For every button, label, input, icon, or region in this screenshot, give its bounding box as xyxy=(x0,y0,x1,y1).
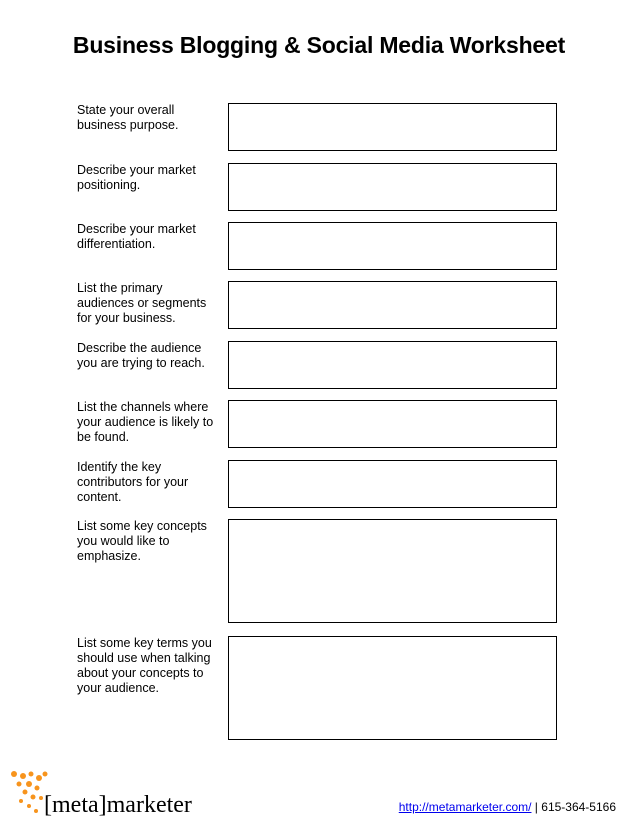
svg-text:[meta]marketer: [meta]marketer xyxy=(44,792,192,818)
field-label: List the channels where your audience is likely to be found. xyxy=(77,400,214,444)
metamarketer-logo xyxy=(8,770,248,818)
channels-input-box[interactable] xyxy=(228,400,557,448)
primary-audiences-input-box[interactable] xyxy=(228,281,557,329)
key-terms-input-box[interactable] xyxy=(228,636,557,740)
field-label: Identify the key contributors for your content. xyxy=(77,460,189,504)
footer-contact xyxy=(399,800,616,814)
field-label: List some key concepts you would like to emphasize. xyxy=(77,519,207,563)
field-label: List the primary audiences or segments for your business. xyxy=(77,281,207,325)
field-label: Describe your market positioning. xyxy=(77,163,196,192)
key-concepts-input-box[interactable] xyxy=(228,519,557,623)
market-positioning-input-box[interactable] xyxy=(228,163,557,211)
contributors-input-box[interactable] xyxy=(228,460,557,508)
phone-number: 615-364-5166 xyxy=(541,800,616,814)
field-label: Describe your market differentiation. xyxy=(77,222,196,251)
field-label: State your overall business purpose. xyxy=(77,103,179,132)
page-title: Business Blogging & Social Media Worksheet xyxy=(72,32,566,58)
business-purpose-input-box[interactable] xyxy=(228,103,557,151)
footer-separator: | xyxy=(531,800,542,814)
field-label: List some key terms you should use when talking about your concepts to your audience. xyxy=(77,636,212,695)
target-audience-input-box[interactable] xyxy=(228,341,557,389)
website-link[interactable]: http://metamarketer.com/ xyxy=(398,800,532,814)
market-differentiation-input-box[interactable] xyxy=(228,222,557,270)
field-label: Describe the audience you are trying to reach. xyxy=(77,341,205,370)
